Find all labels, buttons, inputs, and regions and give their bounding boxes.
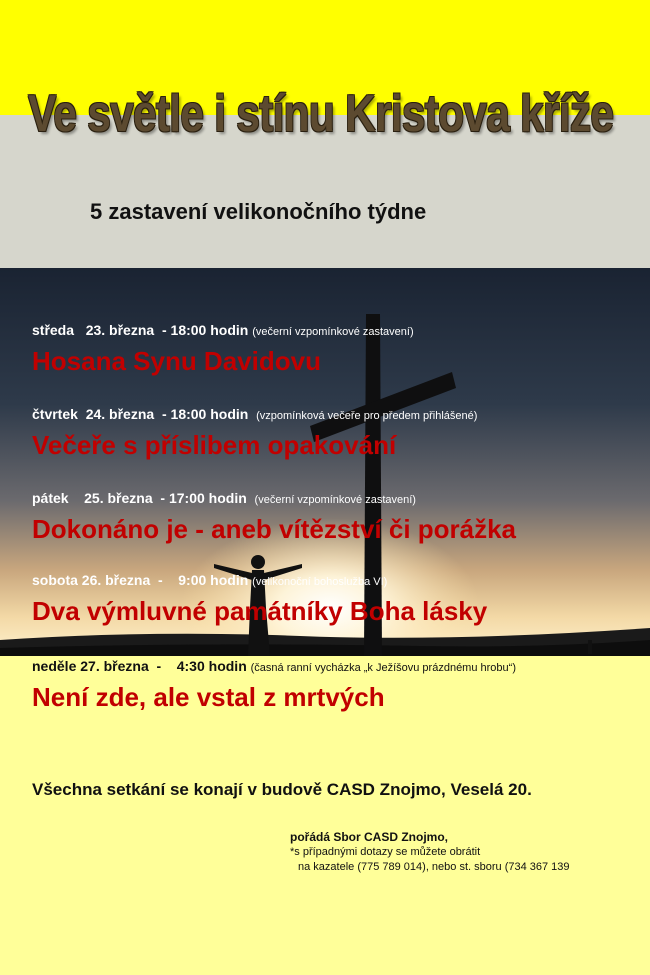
event-note: (večerní vzpomínkové zastavení) bbox=[252, 326, 414, 338]
event-note: (vzpomínková večeře pro předem přihlášené) bbox=[256, 410, 478, 422]
venue-info: Všechna setkání se konají v budově CASD Znojmo, Veselá 20. bbox=[32, 780, 532, 799]
event-note: (večerní vzpomínkové zastavení) bbox=[254, 494, 416, 506]
event-day: sobota bbox=[32, 572, 78, 588]
event-schedule-line: pátek 25. března - 17:00 hodin (večerní vzpomínkové zastavení) bbox=[32, 490, 416, 506]
event-date: 27. března bbox=[80, 658, 149, 674]
event-schedule-line: neděle 27. března - 4:30 hodin (časná ranní vycházka „k Ježíšovu prázdnému hrobu“) bbox=[32, 658, 516, 674]
event-title: Dokonáno je - aneb vítězství či porážka bbox=[32, 514, 517, 544]
event-schedule-line: sobota 26. března - 9:00 hodin (velikonoční bohoslužba VI) bbox=[32, 572, 388, 588]
contact-note: *s případnými dotazy se můžete obrátit bbox=[290, 846, 481, 858]
event-date: 23. března bbox=[85, 322, 155, 338]
organizer-block bbox=[290, 830, 570, 875]
event-day: středa bbox=[32, 322, 75, 338]
event-title: Není zde, ale vstal z mrtvých bbox=[32, 682, 385, 712]
event-title: Hosana Synu Davidovu bbox=[32, 346, 321, 376]
event-day: pátek bbox=[32, 490, 69, 506]
event-date: 25. března bbox=[84, 490, 153, 506]
organizer-name: pořádá Sbor CASD Znojmo, bbox=[290, 830, 449, 844]
event-time: 4:30 hodin bbox=[176, 658, 247, 674]
event-time: 17:00 hodin bbox=[168, 490, 247, 506]
poster-subtitle: 5 zastavení velikonočního týdne bbox=[90, 199, 427, 224]
poster-title: Ve světle i stínu Kristova kříže bbox=[28, 85, 614, 143]
event-schedule-line: středa 23. března - 18:00 hodin (večerní vzpomínkové zastavení) bbox=[32, 322, 414, 338]
event-time: 9:00 hodin bbox=[178, 572, 249, 588]
event-title: Večeře s příslibem opakování bbox=[32, 430, 397, 460]
event-title: Dva výmluvné památníky Boha lásky bbox=[32, 596, 488, 626]
event-day: čtvrtek bbox=[32, 406, 78, 422]
event-schedule-line: čtvrtek 24. března - 18:00 hodin (vzpomínková večeře pro předem přihlášené) bbox=[32, 406, 478, 422]
event-date: 26. března bbox=[81, 572, 151, 588]
event-date: 24. března bbox=[85, 406, 155, 422]
event-note: (časná ranní vycházka „k Ježíšovu prázdnému hrobu“) bbox=[250, 662, 516, 674]
event-day: neděle bbox=[32, 658, 77, 674]
event-time: 18:00 hodin bbox=[170, 322, 249, 338]
event-note: (velikonoční bohoslužba VI) bbox=[252, 576, 388, 588]
contact-phones: na kazatele (775 789 014), nebo st. sboru (734 367 139 bbox=[298, 861, 570, 873]
event-time: 18:00 hodin bbox=[170, 406, 249, 422]
